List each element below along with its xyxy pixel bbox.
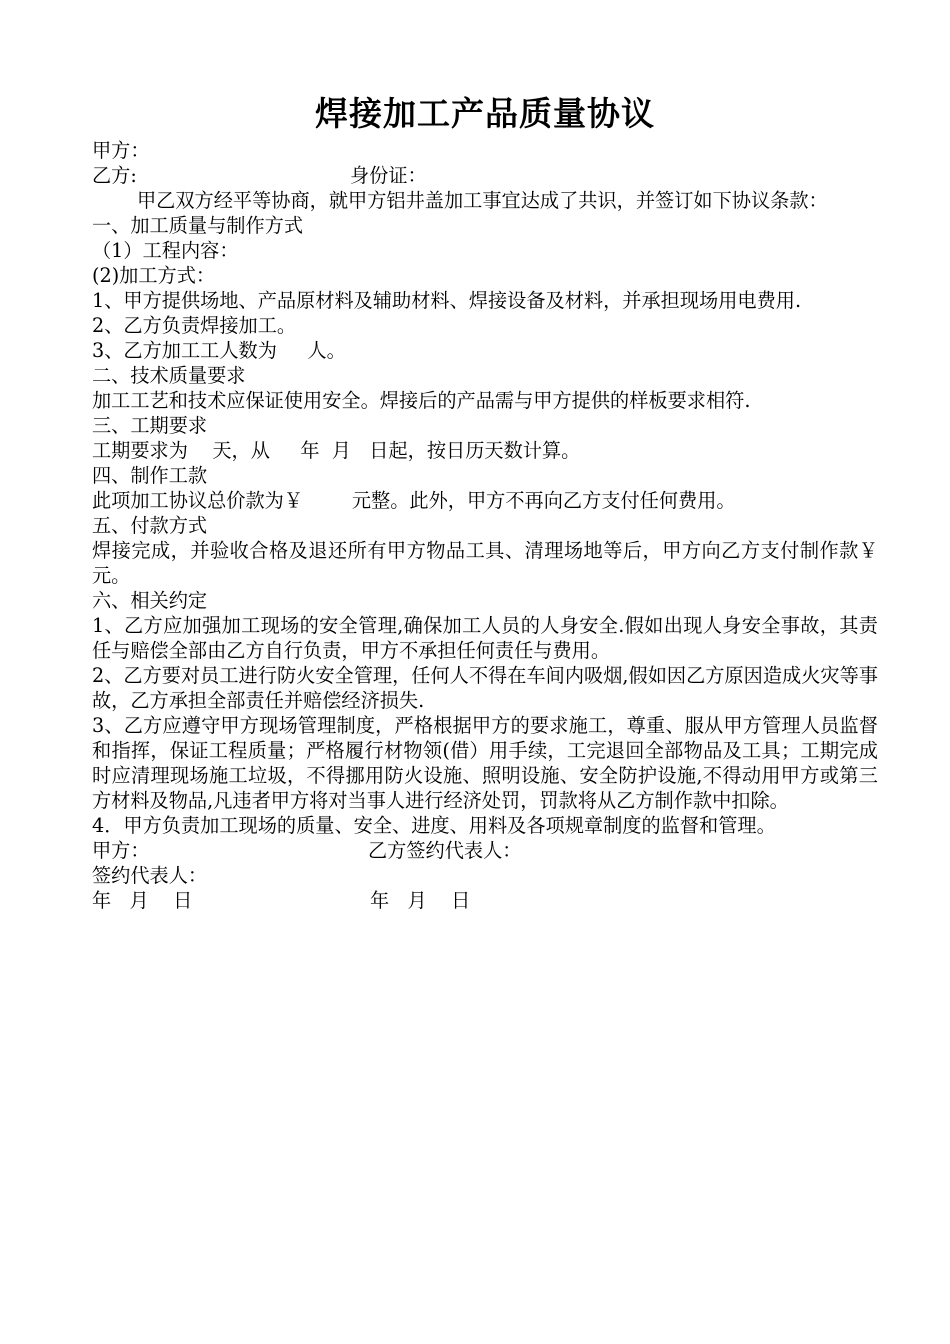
document-title: 焊接加工产品质量协议 [315,94,655,133]
signature-party-b-rep: 乙方签约代表人： [368,839,522,862]
party-b-row [92,163,878,188]
section-2-paragraph-1: 加工工艺和技术应保证使用安全。焊接后的产品需与甲方提供的样板要求相符. [92,389,751,412]
section-heading-2: 二、技术质量要求 [92,364,246,387]
section-6-paragraph-2: 2、乙方要对员工进行防火安全管理，任何人不得在车间内吸烟,假如因乙方原因造成火灾等事故，乙方承担全部责任并赔偿经济损失. [92,664,878,712]
section-6-paragraph-4: 4．甲方负责加工现场的质量、安全、进度、用料及各项规章制度的监督和管理。 [92,814,776,837]
party-a-label: 甲方： [92,139,150,162]
signature-rep-label: 签约代表人： [92,864,208,887]
section-1-item-1: （1）工程内容： [92,239,239,262]
section-1-paragraph-1: 1、甲方提供场地、产品原材料及辅助材料、焊接设备及材料，并承担现场用电费用. [92,289,802,312]
signature-date-row [92,888,878,913]
intro-paragraph: 甲乙双方经平等协商，就甲方铝井盖加工事宜达成了共识，并签订如下协议条款： [137,189,828,212]
section-heading-1: 一、加工质量与制作方式 [92,214,304,237]
section-1-paragraph-2: 2、乙方负责焊接加工。 [92,314,297,337]
section-heading-3: 三、工期要求 [92,414,208,437]
section-3-paragraph-1: 工期要求为 天，从 年 月 日起，按日历天数计算。 [92,439,581,462]
section-6-paragraph-1: 1、乙方应加强加工现场的安全管理,确保加工人员的人身安全.假如出现人身安全事故，其责任与赔偿全部由乙方自行负责，甲方不承担任何责任与费用。 [92,614,878,662]
signature-date-left: 年 月 日 [92,889,193,912]
section-4-paragraph-1: 此项加工协议总价款为￥ 元整。此外，甲方不再向乙方支付任何费用。 [92,489,736,512]
id-card-label: 身份证： [350,164,427,187]
signature-date-right: 年 月 日 [370,889,471,912]
section-1-paragraph-3: 3、乙方加工工人数为 人。 [92,339,346,362]
party-b-label: 乙方: [92,164,137,187]
section-6-paragraph-3: 3、乙方应遵守甲方现场管理制度，严格根据甲方的要求施工，尊重、服从甲方管理人员监督和指挥，保证工程质量；严格履行材物领(借）用手续，工完退回全部物品及工具；工期完成时应清理现场施工垃圾，不得挪用防火设施、照明设施、安全防护设施,不得动用甲方或第三方材料及物品,凡违者甲方将对当事人进行经济处罚，罚款将从乙方制作款中扣除。 [92,714,878,812]
document-page [92,92,933,913]
signature-row-1 [92,838,878,863]
section-1-item-2: (2)加工方式： [92,264,216,287]
section-heading-6: 六、相关约定 [92,589,208,612]
section-heading-5: 五、付款方式 [92,514,208,537]
signature-party-a: 甲方： [92,839,150,862]
section-5-paragraph-1: 焊接完成，并验收合格及退还所有甲方物品工具、清理场地等后，甲方向乙方支付制作款￥ 元。 [92,539,933,587]
section-heading-4: 四、制作工款 [92,464,208,487]
